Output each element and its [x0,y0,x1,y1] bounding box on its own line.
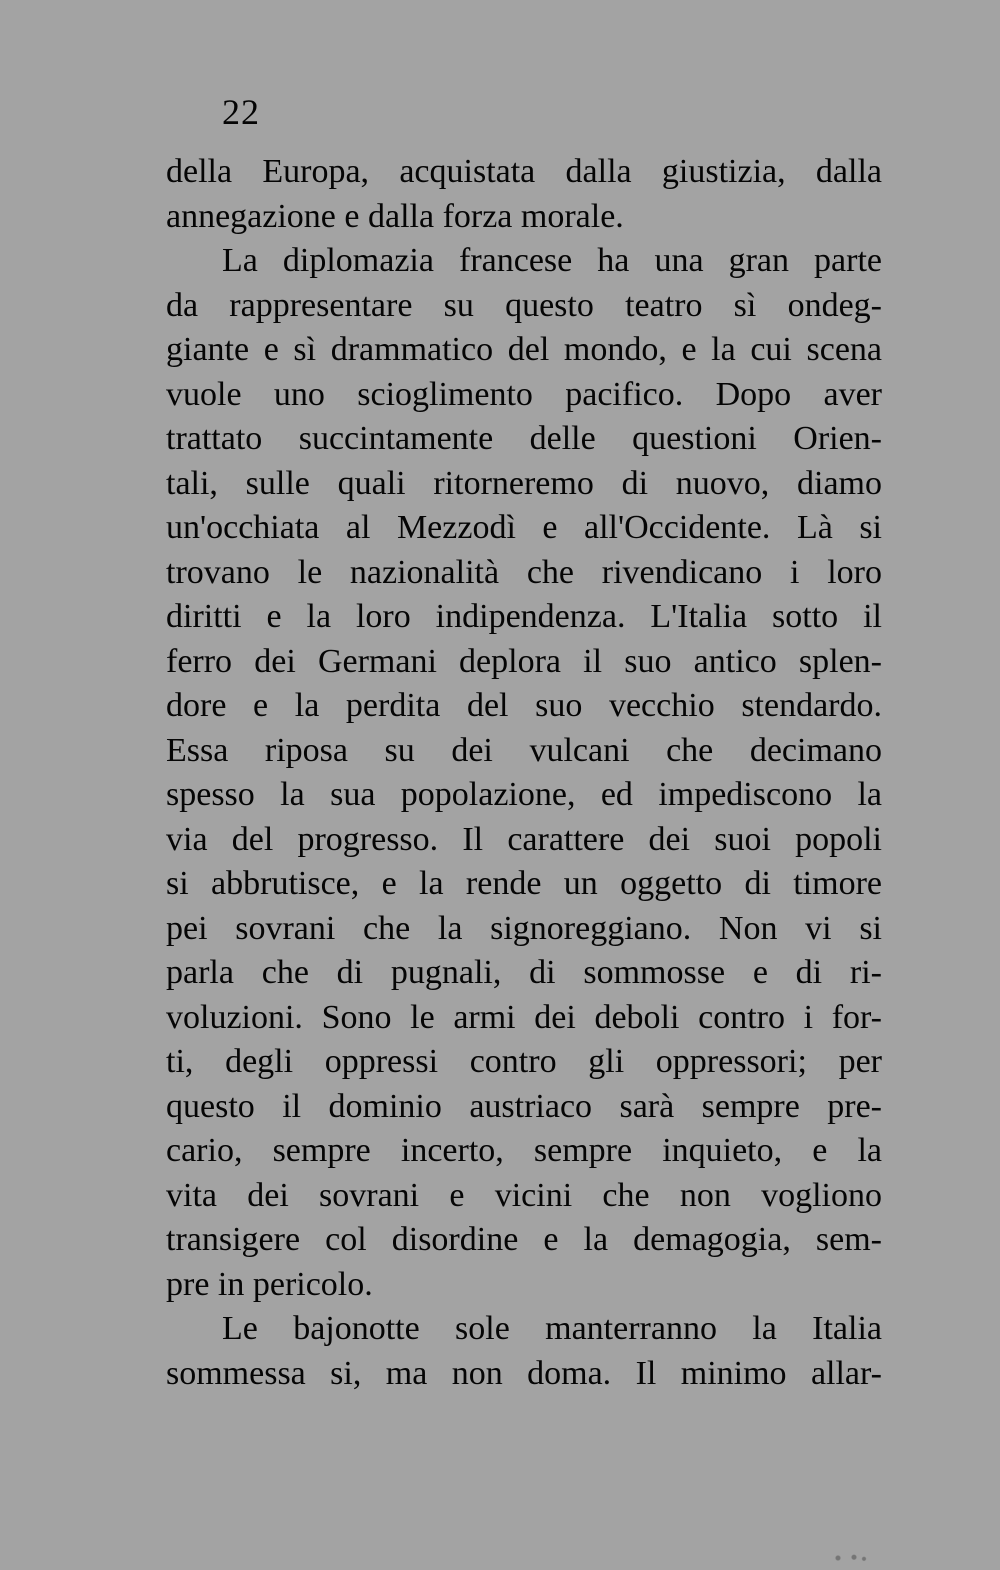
text-line: ferro dei Germani deplora il suo antico splen- [166,642,882,680]
text-line: sommessa si, ma non doma. Il minimo allar- [166,1354,882,1392]
page-number: 22 [222,92,260,132]
text-line: transigere col disordine e la demagogia, sem- [166,1221,882,1258]
text-line: dore e la perdita del suo vecchio stendardo. [166,687,882,724]
text-line: Le bajonotte sole manterranno la Italia [222,1310,882,1347]
text-line: annegazione e dalla forza morale. [166,197,624,235]
text-line: cario, sempre incerto, sempre inquieto, e la [166,1132,882,1169]
text-line: giante e sì drammatico del mondo, e la cui scena [166,331,882,368]
text-line: La diplomazia francese ha una gran parte [222,242,882,279]
body-text [166,150,882,1396]
text-line: voluzioni. Sono le armi dei deboli contro i for- [166,998,882,1036]
text-line: via del progresso. Il carattere dei suoi popoli [166,820,882,858]
text-line: vita dei sovrani e vicini che non vogliono [166,1176,882,1214]
text-line: spesso la sua popolazione, ed impediscono la [166,776,882,813]
text-line: tali, sulle quali ritorneremo di nuovo, diamo [166,464,882,502]
text-line: della Europa, acquistata dalla giustizia, dalla [166,153,882,190]
text-line: ti, degli oppressi contro gli oppressori; per [166,1043,882,1080]
text-line: da rappresentare su questo teatro sì ondeg- [166,286,882,324]
text-line: trovano le nazionalità che rivendicano i loro [166,553,882,591]
text-line: pre in pericolo. [166,1265,373,1303]
text-line: questo il dominio austriaco sarà sempre pre- [166,1087,882,1125]
text-line: parla che di pugnali, di sommosse e di ri- [166,954,882,991]
text-line: vuole uno scioglimento pacifico. Dopo aver [166,375,882,413]
text-line: si abbrutisce, e la rende un oggetto di timore [166,865,882,902]
text-line: pei sovrani che la signoreggiano. Non vi si [166,909,882,947]
scan-smudge [830,1554,870,1562]
text-line: un'occhiata al Mezzodì e all'Occidente. Là si [166,509,882,546]
text-line: trattato succintamente delle questioni Orien- [166,420,882,457]
text-line: Essa riposa su dei vulcani che decimano [166,731,882,769]
text-line: diritti e la loro indipendenza. L'Italia sotto il [166,598,882,635]
